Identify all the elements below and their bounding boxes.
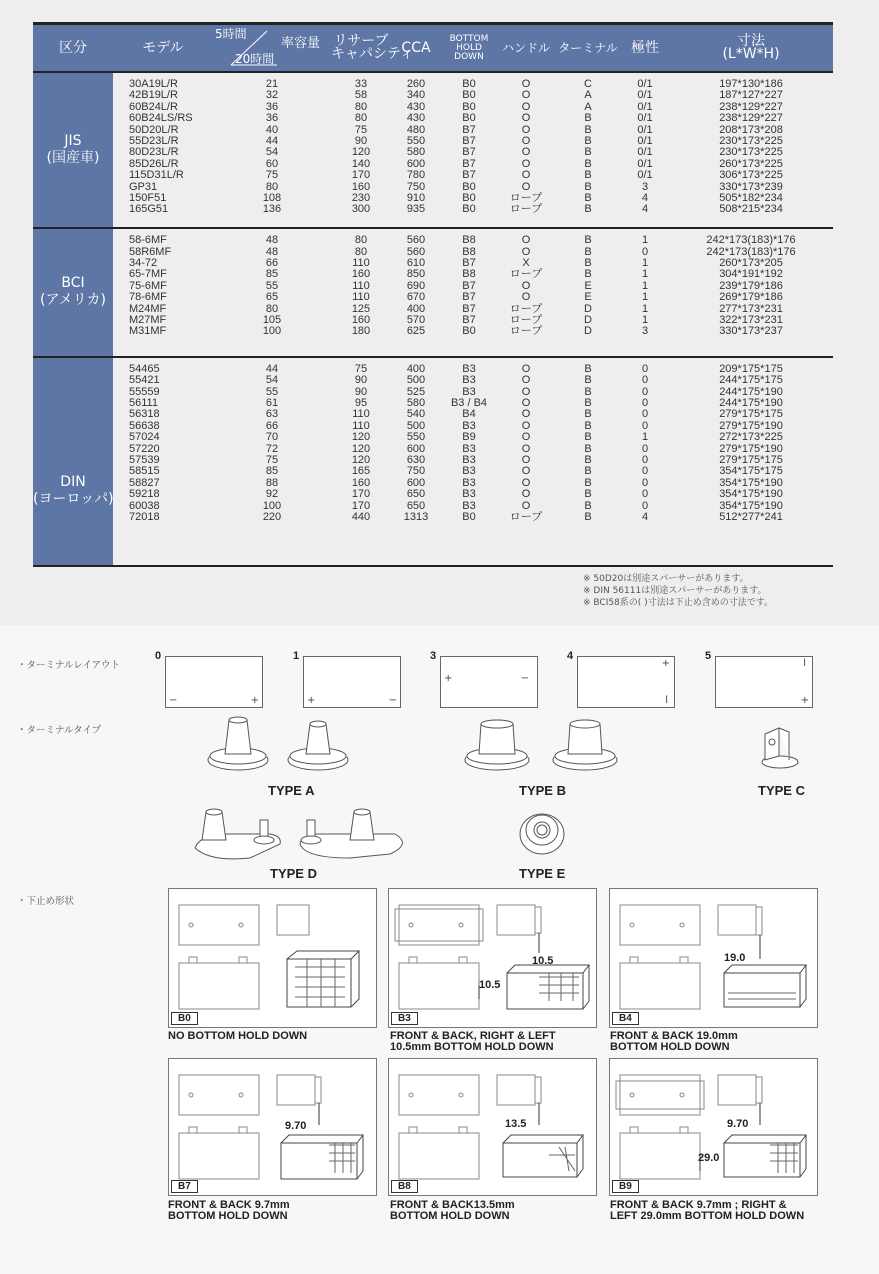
hold-down-b4	[609, 888, 818, 1028]
layout-number: 1	[293, 650, 300, 662]
polarity-column: 0 0 0 0 0 0 1 0 0 0 0 0 0 4	[641, 362, 649, 523]
battery-outline	[440, 656, 538, 708]
terminal-layout-3	[430, 650, 542, 710]
header-20hr: 20時間	[235, 52, 275, 66]
footnote: ※ BCI58系の( )寸法は下止め含めの寸法です。	[583, 598, 773, 608]
terminal-symbol: +	[661, 658, 670, 669]
header-cca: CCA	[391, 24, 441, 73]
header-category: 区分	[33, 24, 113, 73]
dims-column: 242*173(183)*176 242*173(183)*176 260*173*205 304*191*192 239*179*186 269*179*186 277*173*231 322*173*231 330*173*237	[706, 234, 796, 338]
caption-line: BOTTOM HOLD DOWN	[610, 1041, 730, 1053]
hold-dimension: 9.70	[285, 1120, 307, 1132]
type-b-label: TYPE B	[519, 783, 566, 798]
hold-down-diagram	[610, 889, 817, 1027]
hold-down-diagram	[169, 1059, 376, 1195]
terminal-type-c-drawing	[755, 722, 805, 772]
section-terminal-layout: ・ターミナルレイアウト	[17, 660, 121, 671]
handle-column: O O O O O O O O O O O O O ロープ	[509, 362, 543, 523]
terminal-layout-0	[155, 650, 267, 710]
terminal-symbol: +	[800, 695, 809, 706]
hold-code-badge: B4	[612, 1012, 639, 1025]
header-polarity: 極性	[621, 24, 669, 73]
hold-dimension: 29.0	[698, 1152, 720, 1164]
terminal-symbol: +	[307, 695, 316, 706]
hold-b8-caption	[390, 1200, 515, 1222]
hold-b7-caption	[168, 1200, 290, 1222]
capacity-column: 44 54 55 61 63 66 70 72 75 85 88 92 100 220	[262, 362, 282, 523]
layout-number: 4	[567, 650, 574, 662]
model-column: 30A19L/R 42B19L/R 60B24L/R 60B24LS/RS 50D20L/R 55D23L/R 80D23L/R 85D26L/R 115D31L/R GP31 150F51 165G51	[129, 78, 193, 216]
handle-column: O O O O O O O O O O ロープ ロープ	[509, 78, 543, 216]
reserve-column: 80 80 110 160 110 110 125 160 180	[351, 234, 371, 338]
hold-code-badge: B8	[391, 1180, 418, 1193]
table-group-bci	[33, 228, 833, 357]
category-cell: JIS (国産車)	[33, 72, 113, 228]
battery-outline	[303, 656, 401, 708]
terminal-column: B B B B E E D D D	[584, 234, 592, 338]
header-terminal: ターミナル	[555, 24, 621, 73]
cca-column: 560 560 610 850 690 670 400 570 625	[406, 234, 426, 338]
handle-column: O O X ロープ O O ロープ ロープ ロープ	[509, 234, 543, 338]
cca-column: 400 500 525 580 540 500 550 600 630 750 600 650 650 1313	[403, 362, 429, 523]
terminal-symbol: −	[169, 695, 178, 706]
caption-line: BOTTOM HOLD DOWN	[390, 1210, 510, 1222]
section-terminal-type: ・ターミナルタイプ	[17, 725, 102, 736]
table-header-row	[33, 24, 833, 73]
caption-line: FRONT & BACK 9.7mm	[168, 1199, 290, 1211]
battery-spec-table	[33, 22, 833, 567]
battery-outline	[577, 656, 675, 708]
battery-outline	[165, 656, 263, 708]
footnote: ※ DIN 56111は別途スパーサーがあります。	[583, 586, 767, 596]
hold-column: B8 B8 B7 B8 B7 B7 B7 B7 B0	[462, 234, 476, 338]
section-hold-down: ・下止め形状	[17, 896, 75, 907]
layout-number: 5	[705, 650, 712, 662]
capacity-column: 48 48 66 85 55 65 80 105 100	[262, 234, 282, 338]
header-model: モデル	[113, 24, 213, 73]
header-handle: ハンドル	[497, 24, 555, 73]
header-dims: 寸法 (L*W*H)	[669, 24, 833, 73]
battery-outline	[715, 656, 813, 708]
hold-b3-caption	[390, 1031, 556, 1053]
terminal-symbol: l	[665, 695, 668, 706]
header-rated-capacity: 率容量	[281, 36, 321, 51]
type-d-label: TYPE D	[270, 866, 317, 881]
hold-b9-caption	[610, 1200, 804, 1222]
hold-down-b8	[388, 1058, 597, 1196]
dims-column: 209*175*175 244*175*175 244*175*190 244*175*190 279*175*175 279*175*190 272*173*225 279*175*190 279*175*175 354*175*175 354*175*190 354*175*190 354*175*190 512*277*241	[719, 362, 783, 523]
hold-down-diagram	[610, 1059, 817, 1195]
spec-section	[0, 0, 879, 625]
cca-column: 260 340 430 430 480 550 580 600 780 750 910 935	[406, 78, 426, 216]
terminal-symbol: l	[803, 658, 806, 669]
header-capacity	[213, 24, 331, 73]
header-bottom-hold: BOTTOM HOLD DOWN	[441, 24, 497, 73]
terminal-column: B B B B B B B B B B B B B B	[584, 362, 592, 523]
caption-line: FRONT & BACK13.5mm	[390, 1199, 515, 1211]
terminal-symbol: +	[250, 695, 259, 706]
hold-dimension: 13.5	[505, 1118, 527, 1130]
polarity-column: 1 0 1 1 1 1 1 1 3	[641, 234, 649, 338]
table-group-jis	[33, 72, 833, 228]
terminal-column: C A A B B B B B B B B B	[584, 78, 592, 216]
layout-number: 3	[430, 650, 437, 662]
type-e-label: TYPE E	[519, 866, 566, 881]
terminal-type-b-drawing	[455, 710, 645, 780]
hold-dimension: 19.0	[724, 952, 746, 964]
reserve-column: 33 58 80 80 75 90 120 140 170 160 230 300	[351, 78, 371, 216]
model-column: 58-6MF 58R6MF 34-72 65-7MF 75-6MF 78-6MF M24MF M27MF M31MF	[129, 234, 172, 338]
hold-dimension: 9.70	[727, 1118, 749, 1130]
reserve-column: 75 90 90 95 110 110 120 120 120 165 160 170 170 440	[351, 362, 371, 523]
category-cell: BCI (アメリカ)	[33, 228, 113, 357]
model-column: 54465 55421 55559 56111 56318 56638 57024 57220 57539 58515 58827 59218 60038 72018	[129, 362, 160, 523]
hold-code-badge: B3	[391, 1012, 418, 1025]
type-a-label: TYPE A	[268, 783, 315, 798]
terminal-layout-4	[567, 650, 679, 710]
capacity-column: 21 32 36 36 40 44 54 60 75 80 108 136	[262, 78, 282, 216]
type-c-label: TYPE C	[758, 783, 805, 798]
terminal-layout-5	[705, 650, 817, 710]
hold-code-badge: B7	[171, 1180, 198, 1193]
category-cell: DIN (ヨーロッパ)	[33, 357, 113, 566]
terminal-type-e-drawing	[512, 806, 572, 858]
caption-line: FRONT & BACK 9.7mm ; RIGHT &	[610, 1199, 787, 1211]
terminal-layout-1	[293, 650, 405, 710]
caption-line: FRONT & BACK 19.0mm	[610, 1030, 738, 1042]
hold-down-diagram	[169, 889, 376, 1027]
hold-dimension: 10.5	[479, 979, 501, 991]
hold-dimension: 10.5	[532, 955, 554, 967]
hold-code-badge: B9	[612, 1180, 639, 1193]
terminal-symbol: +	[444, 673, 453, 684]
caption-line: NO BOTTOM HOLD DOWN	[168, 1030, 308, 1042]
header-5hr: 5時間	[215, 27, 247, 41]
terminal-type-d-drawing	[190, 800, 415, 865]
terminal-type-a-drawing	[200, 710, 380, 780]
footnotes	[583, 573, 773, 609]
terminal-symbol: −	[388, 695, 397, 706]
caption-line: 10.5mm BOTTOM HOLD DOWN	[390, 1041, 554, 1053]
hold-down-b0	[168, 888, 377, 1028]
dims-column: 197*130*186 187*127*227 238*129*227 238*129*227 208*173*208 230*173*225 230*173*225 260*173*225 306*173*225 330*173*239 505*182*234 508*215*234	[719, 78, 783, 216]
hold-down-b7	[168, 1058, 377, 1196]
hold-column: B3 B3 B3 B3 / B4 B4 B3 B9 B3 B3 B3 B3 B3 B3 B0	[450, 362, 488, 523]
caption-line: FRONT & BACK, RIGHT & LEFT	[390, 1030, 556, 1042]
hold-column: B0 B0 B0 B0 B7 B7 B7 B7 B7 B0 B0 B0	[462, 78, 476, 216]
table-group-din	[33, 357, 833, 566]
caption-line: BOTTOM HOLD DOWN	[168, 1210, 288, 1222]
hold-down-b9	[609, 1058, 818, 1196]
hold-down-b3	[388, 888, 597, 1028]
header-reserve: リサーブ キャパシティ	[331, 24, 391, 73]
hold-b4-caption	[610, 1031, 738, 1053]
hold-down-diagram	[389, 1059, 596, 1195]
polarity-column: 0/1 0/1 0/1 0/1 0/1 0/1 0/1 0/1 0/1 3 4 4	[637, 78, 653, 216]
hold-down-diagram	[389, 889, 596, 1027]
hold-b0-caption	[168, 1031, 307, 1042]
caption-line: LEFT 29.0mm BOTTOM HOLD DOWN	[610, 1210, 805, 1222]
terminal-symbol: −	[520, 673, 529, 684]
footnote: ※ 50D20は別途スパーサーがあります。	[583, 574, 749, 584]
layout-number: 0	[155, 650, 162, 662]
hold-code-badge: B0	[171, 1012, 198, 1025]
